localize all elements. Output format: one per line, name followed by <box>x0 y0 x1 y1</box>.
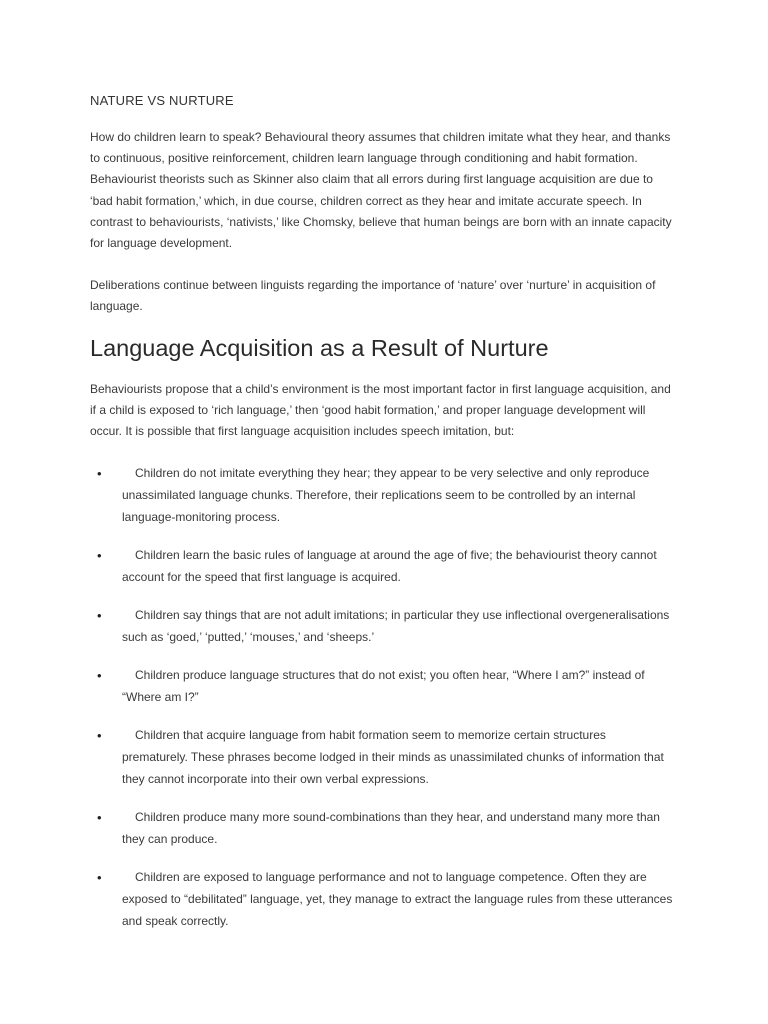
bullet-icon: • <box>97 668 102 683</box>
intro-paragraph: How do children learn to speak? Behavioural theory assumes that children imitate what they hear, and thanks to continuous, positive reinforcement, children learn language through conditioning and habit formation. Behaviourist theorists such as Skinner also claim that all errors during first language acquisition are due to ‘bad habit formation,’ which, in due course, children correct as they hear and imitate accurate speech. In contrast to behaviourists, ‘nativists,’ like Chomsky, believe that human beings are born with an innate capacity for language development. <box>90 130 672 251</box>
list-item-text: Children are exposed to language performance and not to language competence. Often they are exposed to “debilitated” language, yet, they manage to extract the language rules from these utterances and speak correctly. <box>122 870 673 928</box>
section-lead-paragraph: Behaviourists propose that a child’s environment is the most important factor in first language acquisition, and if a child is exposed to ‘rich language,’ then ‘good habit formation,’ and proper language development will occur. It is possible that first language acquisition includes speech imitation, but: <box>90 382 671 439</box>
list-item-text: Children learn the basic rules of language at around the age of five; the behaviourist theory cannot account for the speed that first language is acquired. <box>122 548 657 584</box>
list-item-text: Children say things that are not adult imitations; in particular they use inflectional overgeneralisations such as ‘goed,’ ‘putted,’ ‘mouses,’ and ‘sheeps.’ <box>122 608 670 644</box>
list-item-text: Children produce language structures that do not exist; you often hear, “Where I am?” instead of “Where am I?” <box>122 668 645 704</box>
bullet-icon: • <box>97 608 102 623</box>
bullet-icon: • <box>97 548 102 563</box>
list-item-text: Children produce many more sound-combinations than they hear, and understand many more than they can produce. <box>122 810 660 846</box>
section-heading: Language Acquisition as a Result of Nurture <box>90 335 549 361</box>
document-title: NATURE VS NURTURE <box>90 93 234 108</box>
intro-paragraph: Deliberations continue between linguists regarding the importance of ‘nature’ over ‘nurture’ in acquisition of language. <box>90 278 656 314</box>
bullet-icon: • <box>97 466 102 481</box>
list-item-text: Children that acquire language from habit formation seem to memorize certain structures prematurely. These phrases become lodged in their minds as unassimilated chunks of information that they cannot incorporate into their own verbal expressions. <box>122 728 664 786</box>
bullet-icon: • <box>97 810 102 825</box>
bullet-icon: • <box>97 728 102 743</box>
list-item-text: Children do not imitate everything they hear; they appear to be very selective and only reproduce unassimilated language chunks. Therefore, their replications seem to be controlled by an internal language-monitoring process. <box>122 466 650 524</box>
bullet-icon: • <box>97 870 102 885</box>
